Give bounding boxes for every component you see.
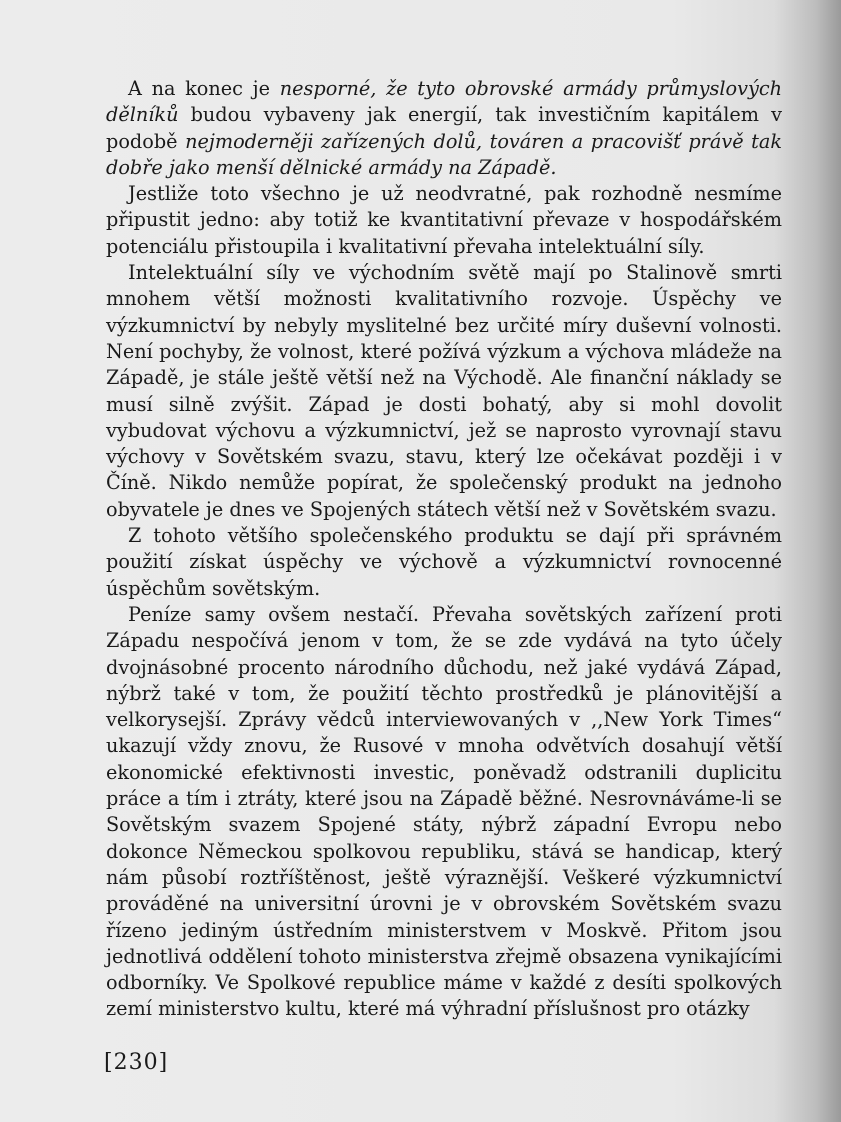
- body-text: [106, 76, 782, 1023]
- p1-seg-2-italic: nesporné, že tyto obrovské armády průmyslových dělníků: [106, 77, 782, 127]
- p1-seg-1: A na konec je: [128, 77, 280, 100]
- page-number: [230]: [104, 1050, 169, 1075]
- paragraph-5: [106, 602, 782, 1023]
- p4-text: Z tohoto většího společenského produktu se dají při správném použití získat úspěchy ve výchově a výzkumnictví rovnocenné úspěchům sovětským.: [106, 524, 782, 600]
- p3-text: Intelektuální síly ve východním světě mají po Stalinově smrti mnohem větší možnosti kvalitativního rozvoje. Úspěchy ve výzkumnictví by nebyly myslitelné bez určité míry duševní volnosti. Není pochyby, že volnost, které požívá výzkum a výchova mládeže na Západě, je stále ještě větší než na Východě. Ale finanční náklady se musí silně zvýšit. Západ je dosti bohatý, aby si mohl dovolit vybudovat výchovu a výzkumnictví, jež se naprosto vyrovnají stavu výchovy v Sovětském svazu, stavu, který lze očekávat později i v Číně. Nikdo nemůže popírat, že společenský produkt na jednoho obyvatele je dnes ve Spojených státech větší než v Sovětském svazu.: [106, 261, 782, 521]
- paragraph-4: [106, 523, 782, 602]
- p2-text: Jestliže toto všechno je už neodvratné, pak rozhodně nesmíme připustit jedno: aby totiž ke kvantitativní převaze v hospodářském potenciálu přistoupila i kvalitativní převaha intelektuální síly.: [106, 182, 782, 258]
- paragraph-1: [106, 76, 782, 181]
- p1-seg-4-italic: nejmoderněji zařízených dolů, továren a pracovišť právě tak dobře jako menší dělnické armády na Západě.: [106, 129, 782, 179]
- p1-seg-3: budou vybaveny jak energií, tak investičním kapitálem v podobě: [106, 103, 782, 153]
- p5-text: Peníze samy ovšem nestačí. Převaha sovětských zařízení proti Západu nespočívá jenom v tom, že se zde vydává na tyto účely dvojnásobné procento národního důchodu, než jaké vydává Západ, nýbrž také v tom, že použití těchto prostředků je plánovitější a velkorysejší. Zprávy vědců interviewovaných v ,,New York Times“ ukazují vždy znovu, že Rusové v mnoha odvětvích dosahují větší ekonomické efektivnosti investic, poněvadž odstranili duplicitu práce a tím i ztráty, které jsou na Západě běžné. Nesrovnáváme-li se Sovětským svazem Spojené státy, nýbrž západní Evropu nebo dokonce Německou spolkovou republiku, stává se handicap, který nám působí roztříštěnost, ještě výraznější. Veškeré výzkumnictví prováděné na universitní úrovni je v obrovském Sovětském svazu řízeno jediným ústředním ministerstvem v Moskvě. Přitom jsou jednotlivá oddělení tohoto ministerstva zřejmě obsazena vynikajícími odborníky. Ve Spolkové republice máme v každé z desíti spolkových zemí ministerstvo kultu, které má výhradní příslušnost pro otázky: [106, 602, 782, 1021]
- paragraph-2: [106, 181, 782, 260]
- paragraph-3: [106, 260, 782, 523]
